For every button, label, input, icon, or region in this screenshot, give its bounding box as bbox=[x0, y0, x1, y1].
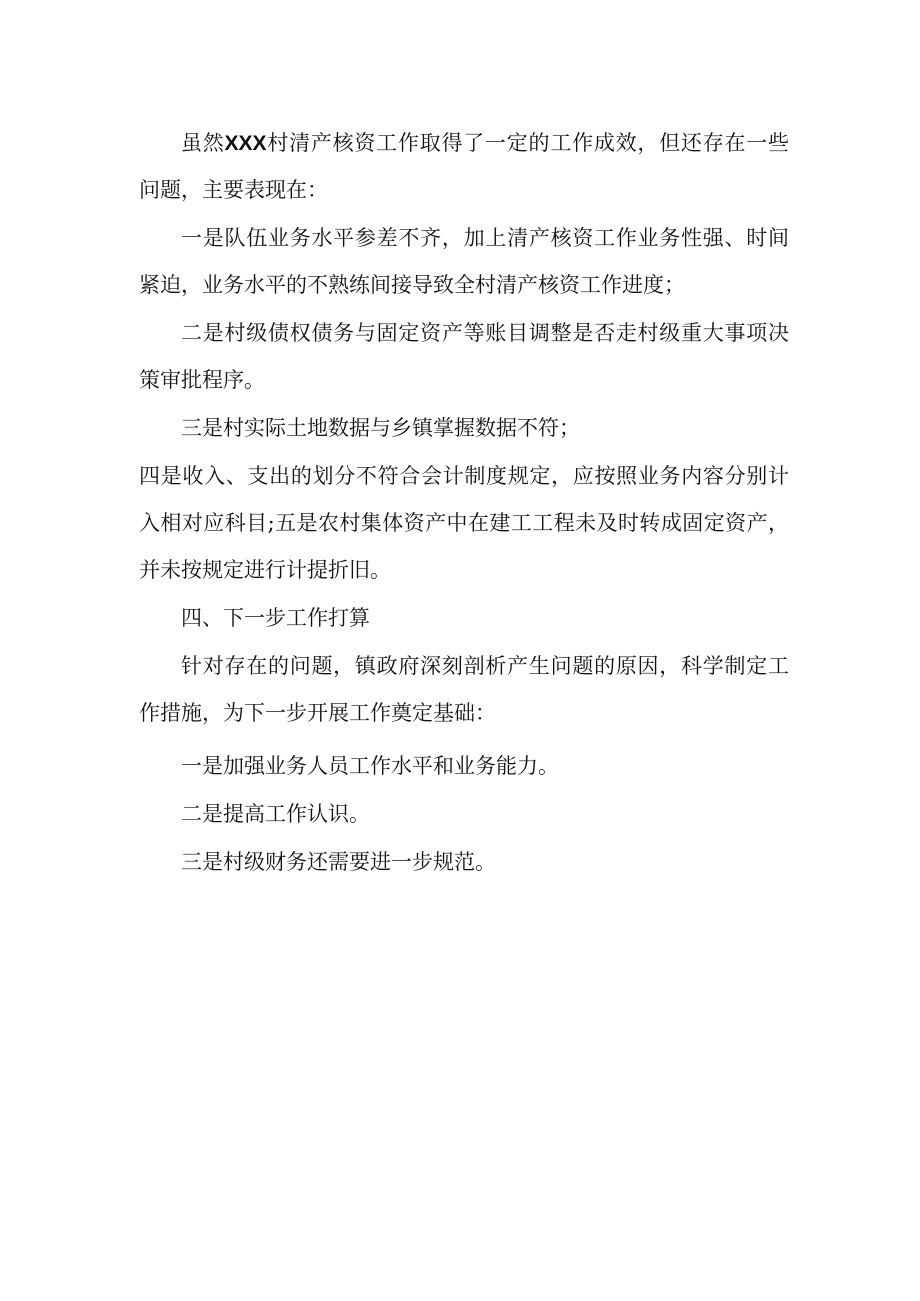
paragraph-prefix: 虽然 bbox=[181, 131, 225, 155]
paragraph-problem-1: 一是队伍业务水平参差不齐，加上清产核资工作业务性强、时间紧迫，业务水平的不熟练间接导致全村清产核资工作进度； bbox=[139, 226, 789, 297]
paragraph-measure-3: 三是村级财务还需要进一步规范。 bbox=[181, 850, 496, 874]
paragraph-problem-3: 三是村实际土地数据与乡镇掌握数据不符； bbox=[181, 416, 580, 440]
paragraph-measure-1: 一是加强业务人员工作水平和业务能力。 bbox=[181, 754, 559, 778]
paragraph-measure-2: 二是提高工作认识。 bbox=[181, 802, 370, 826]
document-body bbox=[139, 120, 789, 887]
village-name-placeholder: XXX bbox=[224, 132, 267, 155]
paragraph-problems-intro bbox=[139, 120, 789, 214]
paragraph-problem-2: 二是村级债权债务与固定资产等账目调整是否走村级重大事项决策审批程序。 bbox=[139, 321, 789, 392]
paragraph-measures-intro: 针对存在的问题，镇政府深刻剖析产生问题的原因，科学制定工作措施，为下一步开展工作奠定基础： bbox=[139, 654, 789, 725]
paragraph-text: 村清产核资工作取得了一定的工作成效，但还存在一些问题，主要表现在： bbox=[139, 131, 790, 202]
section-heading-next-steps: 四、下一步工作打算 bbox=[181, 606, 370, 630]
paragraph-problem-4-5: 四是收入、支出的划分不符合会计制度规定，应按照业务内容分别计入相对应科目;五是农村集体资产中在建工工程未及时转成固定资产，并未按规定进行计提折旧。 bbox=[139, 464, 789, 582]
